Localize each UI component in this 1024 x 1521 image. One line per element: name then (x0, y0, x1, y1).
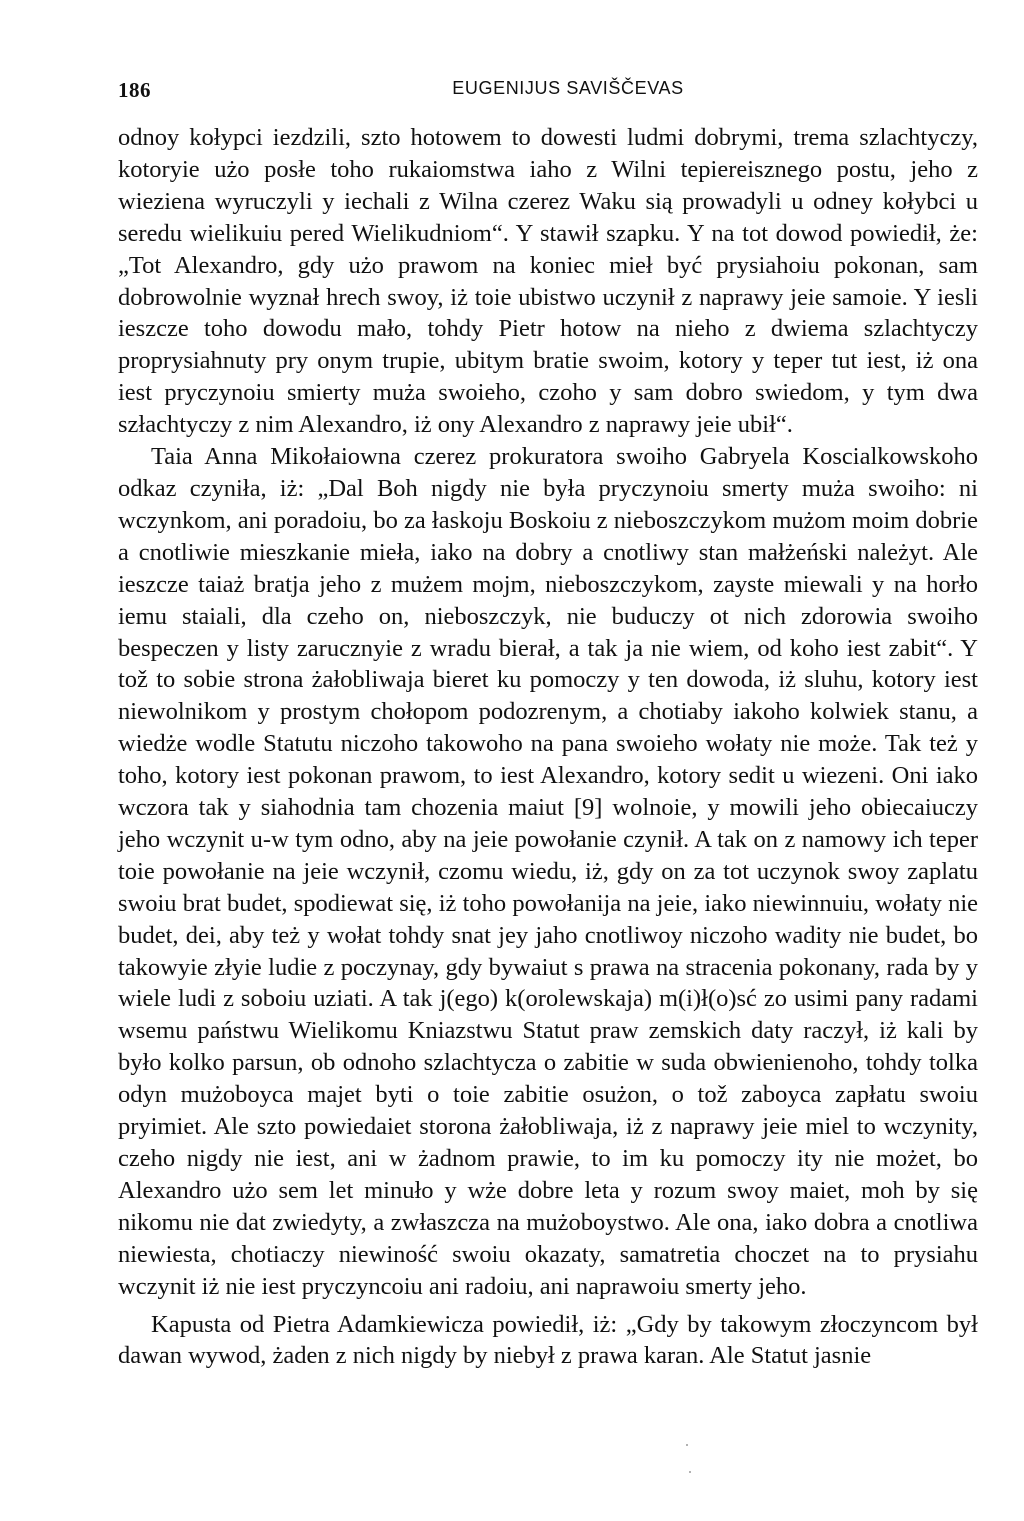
running-head (118, 78, 978, 108)
scan-speck (689, 1471, 691, 1473)
scan-speck (686, 1444, 688, 1446)
paragraph-2: Taia Anna Mikołaiowna czerez prokuratora swoiho Gabryela Koscialkowskoho odkaz czyniła, iż: „Dal Boh nigdy nie była pryczynoiu smerty muża swoiho: ni wczynkom, ani poradoiu, bo za łaskoju Boskoiu z nieboszczykom mużom moim dobrie a cnotliwie mieszkanie mieła, iako na dobry a cnotliwy stan małżeński należyt. Ale ieszcze taiaż bratja jeho z mużem mojm, nieboszczykom, zayste miewali y na horło iemu staiali, dla czeho on, nieboszczyk, nie buduczy ot nich zdorowia swoiho bespeczen y listy zarucznyie z wradu bierał, a tak ja nie wiem, od koho iest zabit“. Y tož to sobie strona żałobliwaja bieret ku pomoczy y ten dowoda, iż sluhu, kotory iest niewolnikom y prostym chołopom podozrenym, a chotiaby iakoho kolwiek stanu, a wiedże wodle Statutu niczoho takowoho na pana swoieho wołaty nie może. Tak też y toho, kotory iest pokonan prawom, to iest Alexandro, kotory sedit u wiezeni. Oni iako wczora tak y siahodnia tam chozenia maiut [9] wolnoie, y mowili jeho obiecaiuczy jeho wczynit u-w tym odno, aby na jeie powołanie czynił. A tak on z namowy ich teper toie powołanie na jeie wczynił, czomu wiedu, iż, gdy on za tot uczynok swoy zaplatu swoiu brat budet, spodiewat się, iż toho powołanija na jeie, iako niewinnuiu, wołaty nie budet, dei, aby też y wołat tohdy snat jey jaho cnotliwoy niczoho wadity nie budet, bo takowyie złyie ludie z poczynay, gdy bywaiut s prawa na stracenia pokonany, rada by y wiele ludi z soboiu uziati. A tak j(ego) k(orolewskaja) m(i)ł(o)sć zo usimi pany radami wsemu państwu Wielikomu Kniazstwu Statut praw zemskich daty raczył, iż kali by było kolko parsun, ob odnoho szlachtycza o zabitie w suda obwienienoho, tohdy tolka odyn mużoboyca majet byti o toie zabitie osużon, o tož zaboyca zapłatu swoiu pryimiet. Ale szto powiedaiet storona żałobliwaja, iż z naprawy jeie miel to wczynity, czeho nigdy nie iest, ani w żadnom prawie, to im ku pomoczy ity nie możet, bo Alexandro użo sem let minuło y wże dobre leta y rozum swoy maiet, moh by się nikomu nie dat zwiedyty, a zwłaszcza na mużoboystwo. Ale ona, iako dobra a cnotliwa niewiesta, chotiaczy niewiność swoiu okazaty, samatretia choczet na to prysiahu wczynit iż nie iest pryczyncoiu ani radoiu, ani naprawoiu smerty jeho. (118, 443, 978, 1300)
running-title: EUGENIJUS SAVIŠČEVAS (452, 78, 684, 98)
paragraph-3: Kapusta od Pietra Adamkiewicza powiedił, iż: „Gdy by takowym złoczyncom był dawan wywod, żaden z nich nigdy by niebył z prawa karan. Ale Statut jasnie (118, 1310, 978, 1370)
page-number: 186 (118, 78, 151, 102)
paragraph-1: odnoy kołypci iezdzili, szto hotowem to dowesti ludmi dobrymi, trema szlachtyczy, kotoryie użo posłe toho rukaiomstwa iaho z Wilni tepiereisznego postu, jeho z wieziena wyruczyli y iechali z Wilna czerez Waku sią prowadyli u odney kołybci u seredu wielikuiu pered Wielikudniom“. Y stawił szapku. Y na tot dowod powiedił, że: „Tot Alexandro, gdy użo prawom na koniec mieł być prysiahoiu pokonan, sam dobrowolnie wyznał hrech swoy, iż toie ubistwo uczynił z naprawy jeie samoie. Y iesli ieszcze toho dowodu mało, tohdy Pietr hotow na nieho z dwiema szlachtyczy proprysiahnuty pry onym trupie, ubitym bratie swoim, kotory y teper tut iest, iż ona iest pryczynoiu smierty muża swoieho, czoho y sam dobro swiedom, y tym dwa szłachtyczy z nim Alexandro, iż ony Alexandro z naprawy jeie ubił“. (118, 124, 978, 439)
body-text (118, 122, 978, 1372)
